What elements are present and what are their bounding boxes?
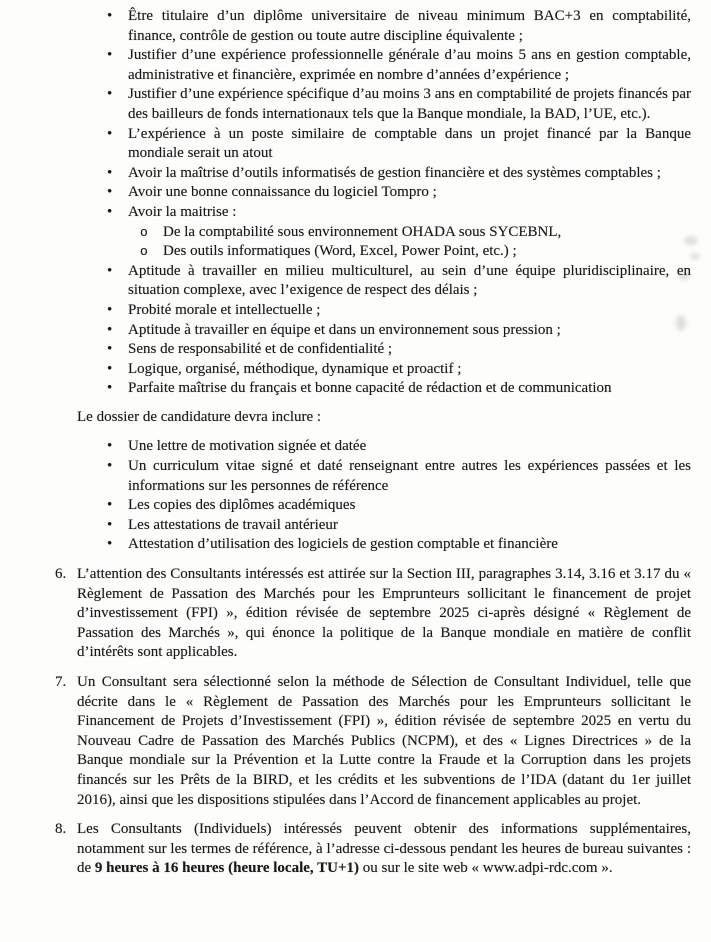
qualification-item [107,340,691,360]
scan-artifact [690,253,700,260]
office-hours-bold: 9 heures à 16 heures (heure locale, TU+1) [94,860,360,877]
text-after-hours: ou sur le site web « www.adpi-rdc.com ». [359,860,613,877]
bullet-icon: • [107,47,113,64]
qualification-item [107,7,691,46]
bullet-icon: • [107,203,113,220]
bullet-icon: • [107,536,113,553]
dossier-list [0,437,691,555]
bullet-icon: • [107,184,113,201]
dossier-item [107,437,691,457]
bullet-icon: • [107,321,113,338]
qualification-item [107,85,691,124]
maitrise-sub-item-text: De la comptabilité sous environnement OHADA sous SYCEBNL, [163,223,562,240]
scan-artifact [684,236,698,245]
qualification-item [107,164,691,184]
qualification-item-text: Avoir la maitrise : [128,203,237,220]
numbered-item-6 [55,565,691,663]
bullet-icon: • [107,497,113,514]
scan-artifact [678,272,690,280]
dossier-item-text: Attestation d’utilisation des logiciels de gestion comptable et financière [128,536,558,553]
scan-artifact [676,315,686,331]
qualification-item-text: Avoir la maîtrise d’outils informatisés de gestion financière et des systèmes comptables ; [128,164,661,181]
qualification-item-text: Parfaite maîtrise du français et bonne capacité de rédaction et de communication [128,380,612,397]
qualification-item-text: Justifier d’une expérience spécifique d’au moins 3 ans en comptabilité de projets financés par des bailleurs de fonds internationaux tels que la Banque mondiale, la BAD, l’UE, etc.). [128,86,691,122]
qualification-item-text: Aptitude à travailler en équipe et dans un environnement sous pression ; [128,321,561,338]
bullet-icon: • [107,380,113,397]
qualification-item-text: Sens de responsabilité et de confidentialité ; [128,341,393,358]
dossier-item-text: Une lettre de motivation signée et datée [128,438,367,455]
numbered-paragraphs [0,565,691,879]
bullet-icon: • [107,341,113,358]
maitrise-sub-list [128,223,691,262]
numbered-item-text [77,820,691,879]
qualification-item-text: Justifier d’une expérience professionnelle générale d’au moins 5 ans en gestion comptable, administrative et financière, exprimée en nombre d’années d’expérience ; [128,47,691,83]
bullet-icon: • [107,360,113,377]
bullet-icon: • [107,164,113,181]
maitrise-sub-item [140,223,691,243]
qualification-item [107,301,691,321]
dossier-item [107,516,691,536]
item-number: 8. [55,821,67,838]
numbered-item-text: L’attention des Consultants intéressés est attirée sur la Section III, paragraphes 3.14, 3.16 et 3.17 du « Règlement de Passation des Marchés pour les Emprunteurs sollicitant le financement de projet d’investissement (FPI) », édition révisée de septembre 2025 ci-après désigné « Règlement de Passation des Marchés », qui énonce la politique de la Banque mondiale en matière de conflit d’intérêts sont applicables. [77,566,691,661]
qualification-item-text: Être titulaire d’un diplôme universitaire de niveau minimum BAC+3 en comptabilité, finance, contrôle de gestion ou toute autre discipline équivalente ; [128,8,691,44]
numbered-item-text: Un Consultant sera sélectionné selon la méthode de Sélection de Consultant Individuel, telle que décrite dans le « Règlement de Passation des Marchés pour les Emprunteurs sollicitant le Financement de Projets d’Investissement (FPI) », édition révisée de septembre 2025 en vertu du Nouveau Cadre de Passation des Marchés Publics (NCPM), et des « Lignes Directrices » de la Banque mondiale sur la Prévention et la Lutte contre la Fraude et la Corruption dans les projets financés sur les Prêts de la BIRD, et les crédits et les subventions de l’IDA (datant du 1er juillet 2016), ainsi que les dispositions stipulées dans l’Accord de financement applicables au projet. [77,674,691,808]
bullet-icon: • [107,86,113,103]
text-before-hours: Les Consultants (Individuels) intéressés peuvent obtenir des informations supplémentaires, notamment sur les termes de référence, à l’adresse ci-dessous pendant les heures de bureau suivantes : de [77,821,691,877]
maitrise-sub-item-text: Des outils informatiques (Word, Excel, Power Point, etc.) ; [163,243,517,260]
dossier-intro: Le dossier de candidature devra inclure : [77,408,322,425]
dossier-item [107,457,691,496]
qualification-item [107,262,691,301]
bullet-icon: • [107,301,113,318]
bullet-icon: • [107,458,113,475]
qualification-item [107,125,691,164]
circle-bullet-icon: o [140,244,148,260]
dossier-item [107,535,691,555]
qualification-item-text: Logique, organisé, méthodique, dynamique et proactif ; [128,360,462,377]
dossier-item-text: Les attestations de travail antérieur [128,516,338,533]
qualification-item-text: Avoir une bonne connaissance du logiciel Tompro ; [128,184,437,201]
bullet-icon: • [107,125,113,142]
numbered-item-8 [55,820,691,879]
dossier-item-text: Les copies des diplômes académiques [128,497,356,514]
circle-bullet-icon: o [140,224,148,240]
dossier-item-text: Un curriculum vitae signé et daté renseignant entre autres les expériences passées et les informations sur les personnes de référence [128,458,691,494]
item-number: 6. [55,566,67,583]
qualification-item-text: L’expérience à un poste similaire de comptable dans un projet financé par la Banque mondiale serait un atout [128,125,691,162]
qualification-item [107,46,691,85]
bullet-icon: • [107,8,113,24]
qualification-item [107,360,691,380]
qualifications-list [0,7,691,399]
bullet-icon: • [107,516,113,533]
qualification-item [107,379,691,399]
item-number: 7. [55,674,67,690]
maitrise-sub-item [140,242,691,262]
bullet-icon: • [107,438,113,455]
bullet-icon: • [107,262,113,279]
qualification-item [107,183,691,203]
qualification-item-maitrise [107,203,691,262]
dossier-item [107,496,691,516]
qualification-item-text: Probité morale et intellectuelle ; [128,301,321,318]
numbered-item-7 [55,673,691,810]
qualification-item-text: Aptitude à travailler en milieu multiculturel, au sein d’une équipe pluridisciplinaire, en situation complexe, avec l’exigence de respect des délais ; [128,262,691,299]
qualification-item [107,321,691,341]
